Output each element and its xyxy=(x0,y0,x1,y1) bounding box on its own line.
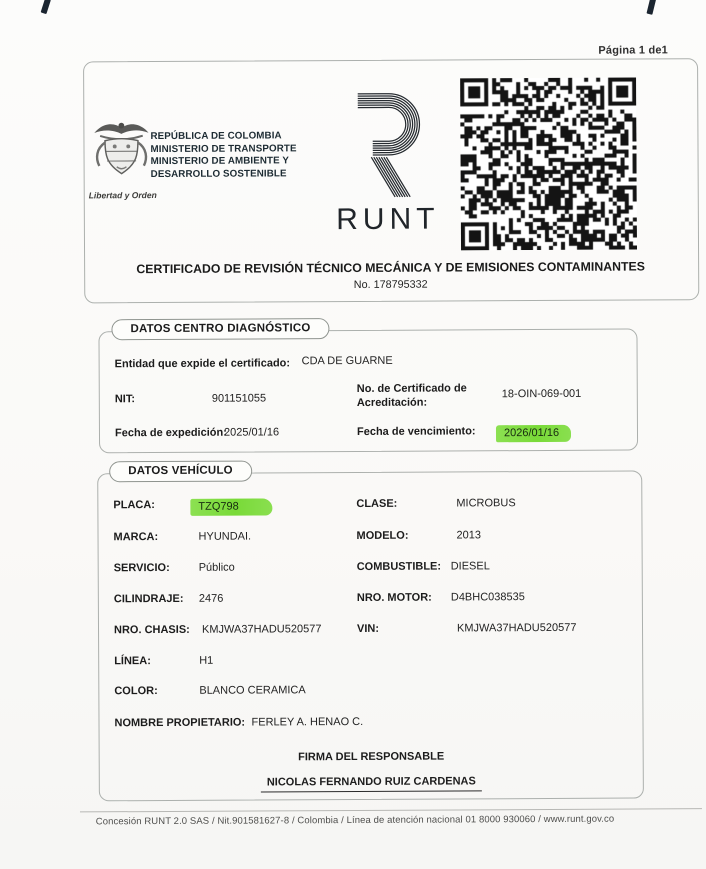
clase-label: CLASE: xyxy=(356,497,398,510)
vehicle-row xyxy=(99,621,642,642)
ministry-line: MINISTERIO DE AMBIENTE Y xyxy=(150,155,290,168)
qr-code xyxy=(460,78,637,251)
cilindraje-value: 2476 xyxy=(198,592,224,605)
expiry-date-value: 2026/01/16 xyxy=(496,425,571,442)
ministry-line: REPÚBLICA DE COLOMBIA xyxy=(150,130,282,143)
vehicle-row xyxy=(99,682,642,703)
clase-value: MICROBUS xyxy=(456,497,516,510)
signature-name: NICOLAS FERNANDO RUIZ CARDENAS xyxy=(261,775,482,792)
linea-label: LÍNEA: xyxy=(114,655,151,668)
ministry-text-block xyxy=(150,130,296,181)
signature-label: FIRMA DEL RESPONSABLE xyxy=(298,750,445,764)
servicio-value: Público xyxy=(198,561,235,574)
diagnostic-center-section-title: DATOS CENTRO DIAGNÓSTICO xyxy=(111,318,329,340)
emblem-caption: Libertad y Orden xyxy=(88,190,157,201)
accreditation-value: 18-OIN-069-001 xyxy=(501,387,582,401)
owner-label: NOMBRE PROPIETARIO: xyxy=(114,716,246,730)
accreditation-label-line2: Acreditación: xyxy=(356,396,428,409)
color-label: COLOR: xyxy=(114,685,158,698)
page-indicator: Página 1 de1 xyxy=(598,44,669,57)
cilindraje-label: CILINDRAJE: xyxy=(113,592,184,606)
placa-value: TZQ798 xyxy=(190,498,272,515)
linea-value: H1 xyxy=(199,654,214,667)
certificate-number: No. 178795332 xyxy=(353,278,428,291)
marca-label: MARCA: xyxy=(113,531,159,544)
scan-artifact-mark xyxy=(646,0,657,15)
signature-name-wrap xyxy=(100,770,643,793)
diagnostic-center-box xyxy=(98,322,638,454)
marca-value: HYUNDAI. xyxy=(198,530,252,543)
vehicle-row xyxy=(99,528,642,549)
expiry-date-label: Fecha de vencimiento: xyxy=(356,425,476,438)
issue-date-value: 2025/01/16 xyxy=(223,426,280,439)
certificate-title: CERTIFICADO DE REVISIÓN TÉCNICO MECÁNICA Y DE EMISIONES CONTAMINANTES xyxy=(136,259,645,277)
vehicle-row xyxy=(98,496,641,517)
entity-value: CDA DE GUARNE xyxy=(301,354,393,368)
vehicle-row xyxy=(99,590,642,611)
nro-motor-label: NRO. MOTOR: xyxy=(356,591,432,604)
nit-value: 901151055 xyxy=(211,392,267,405)
nit-label: NIT: xyxy=(114,393,136,406)
nro-chasis-value: KMJWA37HADU520577 xyxy=(201,623,322,636)
runt-wordmark: RUNT xyxy=(336,202,440,237)
footer-text: Concesión RUNT 2.0 SAS / Nit.901581627-8 / Colombia / Línea de atención nacional 01 8000 930060 / www.runt.gov.co xyxy=(95,813,615,828)
nro-motor-value: D4BHC038535 xyxy=(450,591,525,604)
footer-divider xyxy=(80,808,702,812)
vehicle-box xyxy=(97,464,644,801)
vehicle-row xyxy=(99,559,642,580)
nro-chasis-label: NRO. CHASIS: xyxy=(113,623,190,637)
modelo-label: MODELO: xyxy=(356,529,409,542)
issue-date-label: Fecha de expedición: xyxy=(114,426,227,440)
vin-label: VIN: xyxy=(356,622,380,635)
modelo-value: 2013 xyxy=(456,529,482,542)
scan-artifact-mark xyxy=(41,0,51,14)
ministry-line: MINISTERIO DE TRANSPORTE xyxy=(150,142,297,155)
owner-row xyxy=(99,714,642,735)
colombia-coat-of-arms-icon xyxy=(90,117,152,191)
combustible-label: COMBUSTIBLE: xyxy=(356,560,442,573)
vehicle-section-title: DATOS VEHÍCULO xyxy=(109,461,252,483)
color-value: BLANCO CERAMICA xyxy=(199,684,306,697)
entity-label: Entidad que expide el certificado: xyxy=(114,357,291,371)
owner-value: FERLEY A. HENAO C. xyxy=(251,715,364,729)
runt-logo-icon xyxy=(338,88,437,207)
servicio-label: SERVICIO: xyxy=(113,561,170,575)
vin-value: KMJWA37HADU520577 xyxy=(456,621,577,635)
placa-label: PLACA: xyxy=(113,499,155,512)
ministry-line: DESARROLLO SOSTENIBLE xyxy=(150,168,287,180)
combustible-value: DIESEL xyxy=(450,560,490,573)
vehicle-row xyxy=(99,652,642,673)
accreditation-label: No. de Certificado de xyxy=(356,382,467,395)
